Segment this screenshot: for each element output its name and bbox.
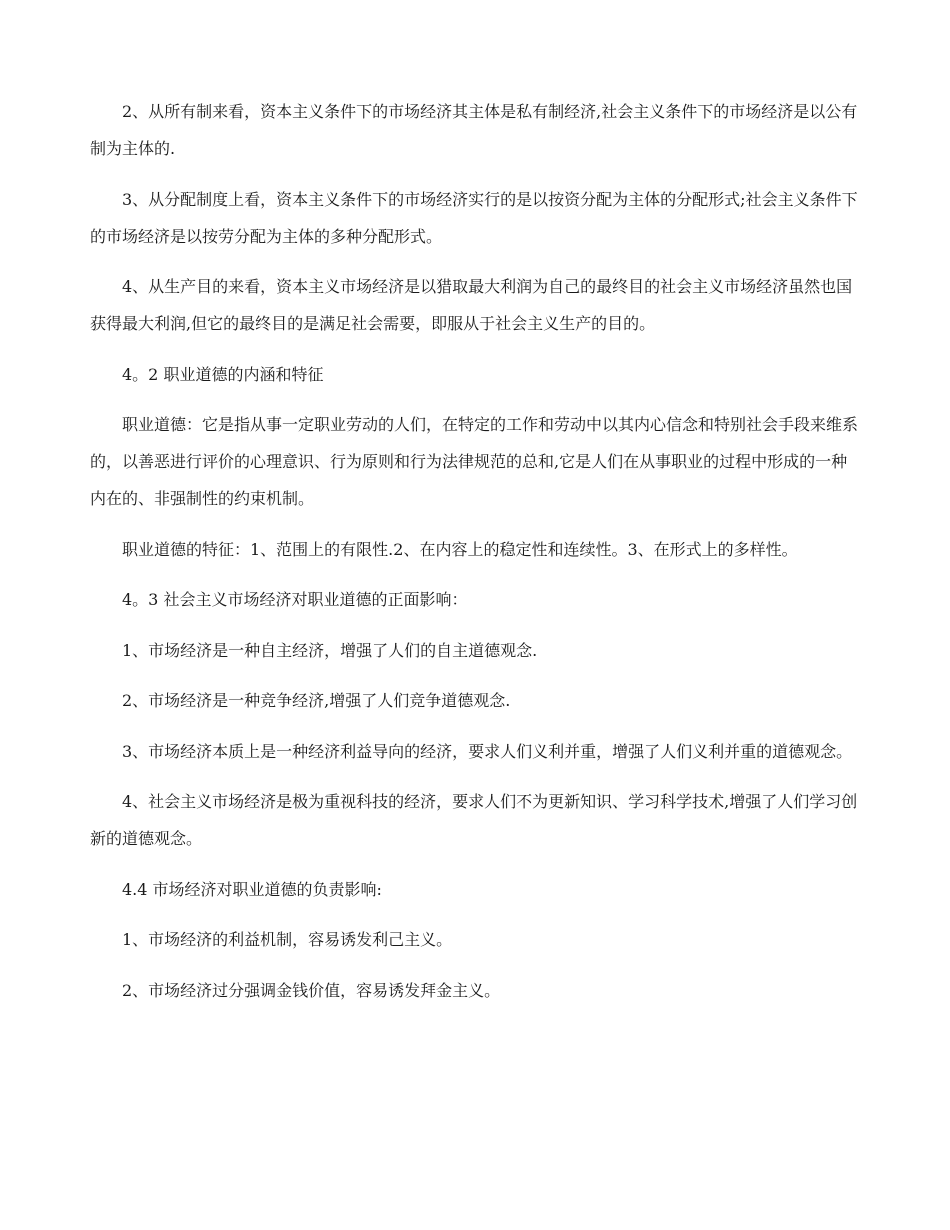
document-body — [90, 93, 862, 1022]
paragraph-distribution: 3、从分配制度上看，资本主义条件下的市场经济实行的是以按资分配为主体的分配形式;社会主义条件下的市场经济是以按劳分配为主体的多种分配形式。 — [90, 189, 858, 246]
list-item: 1、市场经济的利益机制，容易诱发利己主义。 — [122, 930, 453, 949]
paragraph-characteristics: 职业道德的特征：1、范围上的有限性.2、在内容上的稳定性和连续性。3、在形式上的多样性。 — [122, 539, 798, 559]
paragraph-production-purpose: 4、从生产目的来看，资本主义市场经济是以猎取最大利润为自己的最终目的社会主义市场经济虽然也国获得最大利润,但它的最终目的是满足社会需要，即服从于社会主义生产的目的。 — [90, 277, 853, 333]
list-item: 3、市场经济本质上是一种经济利益导向的经济，要求人们义利并重，增强了人们义利并重的道德观念。 — [122, 741, 853, 761]
paragraph-definition: 职业道德：它是指从事一定职业劳动的人们，在特定的工作和劳动中以其内心信念和特别社会手段来维系的，以善恶进行评价的心理意识、行为原则和行为法律规范的总和,它是人们在从事职业的过程中形成的一种内在的、非强制性的约束机制。 — [90, 415, 859, 508]
paragraph-ownership: 2、从所有制来看，资本主义条件下的市场经济其主体是私有制经济,社会主义条件下的市场经济是以公有制为主体的. — [90, 102, 858, 158]
list-item: 4、社会主义市场经济是极为重视科技的经济，要求人们不为更新知识、学习科学技术,增强了人们学习创新的道德观念。 — [90, 792, 858, 848]
list-item: 2、市场经济是一种竞争经济,增强了人们竞争道德观念. — [122, 691, 511, 710]
section-heading-4-3: 4。3 社会主义市场经济对职业道德的正面影响： — [122, 590, 468, 609]
section-heading-4-4: 4.4 市场经济对职业道德的负责影响: — [122, 879, 382, 899]
section-heading-4-2: 4。2 职业道德的内涵和特征 — [122, 364, 324, 384]
list-item: 1、市场经济是一种自主经济，增强了人们的自主道德观念. — [122, 640, 538, 660]
list-item: 2、市场经济过分强调金钱价值，容易诱发拜金主义。 — [122, 980, 501, 1000]
